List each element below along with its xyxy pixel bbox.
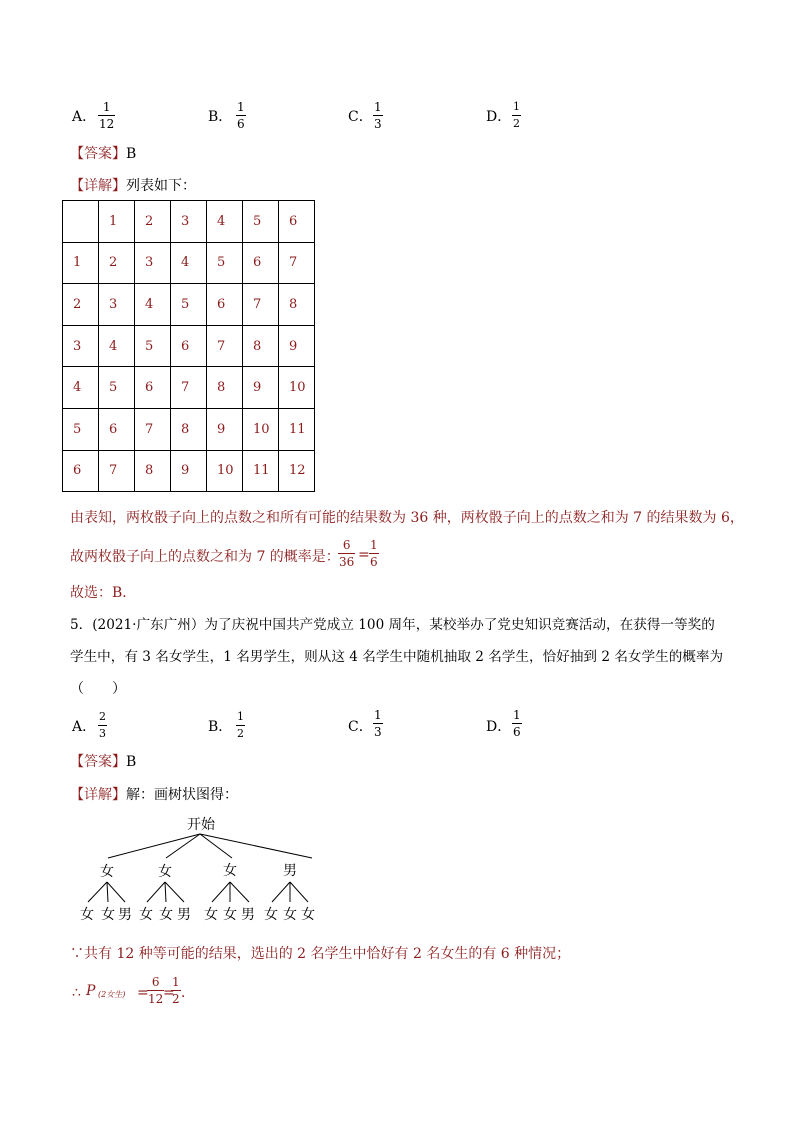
- table-cell: 3: [99, 284, 135, 326]
- table-cell: 6: [135, 367, 171, 409]
- answer-value: B: [126, 754, 137, 770]
- table-cell: 5: [171, 284, 207, 326]
- answer-tag: 【答案】: [70, 146, 126, 162]
- probability-symbol: P: [86, 983, 96, 999]
- q4-explain-fraction-2: 1 6: [370, 538, 378, 569]
- table-cell: 8: [207, 367, 243, 409]
- q4-answer: [70, 145, 136, 163]
- table-row: [63, 201, 315, 243]
- table-cell: 9: [207, 408, 243, 450]
- table-cell: 6: [243, 242, 279, 284]
- tree-l2-node: 女: [264, 907, 278, 923]
- tree-l2-node: 女: [80, 907, 94, 923]
- q5-explain-line1: ∵共有 12 种等可能的结果，选出的 2 名学生中恰好有 2 名女生的有 6 种情况；: [70, 946, 571, 962]
- table-cell: 2: [99, 242, 135, 284]
- table-cell: 6: [207, 284, 243, 326]
- table-cell: 7: [135, 408, 171, 450]
- table-cell: 3: [63, 325, 99, 367]
- tree-level2-branches: [88, 882, 308, 902]
- table-row: [63, 284, 315, 326]
- q4-option-c-fraction: 1 3: [374, 100, 382, 131]
- table-cell: 5: [135, 325, 171, 367]
- q5-option-b-fraction: 1 2: [237, 710, 244, 740]
- table-cell: 6: [63, 450, 99, 492]
- q5-answer: [70, 753, 136, 771]
- probability-subscript: (2女生): [98, 990, 126, 999]
- table-row: [63, 408, 315, 450]
- q4-option-a-letter: A．: [72, 109, 97, 125]
- tree-l1-node: 女: [223, 863, 237, 879]
- tree-l1-node: 女: [100, 864, 114, 880]
- tree-l2-node: 女: [139, 907, 153, 923]
- q5-option-a-fraction: 2 3: [99, 710, 106, 740]
- table-cell: 8: [135, 450, 171, 492]
- tree-l1-node: 女: [158, 864, 172, 880]
- q5-option-c-fraction: 1 3: [374, 708, 382, 739]
- table-cell: 3: [171, 201, 207, 243]
- detail-intro: 列表如下：: [126, 178, 196, 194]
- probability-tree-diagram: [72, 812, 332, 924]
- q4-explain-equals: =: [358, 547, 370, 563]
- table-cell: 6: [279, 201, 315, 243]
- table-cell: 5: [207, 242, 243, 284]
- detail-intro: 解：画树状图得：: [126, 787, 238, 803]
- table-cell: 11: [243, 450, 279, 492]
- table-cell: 7: [171, 367, 207, 409]
- table-cell: 7: [99, 450, 135, 492]
- tree-l2-node: 女: [283, 907, 297, 923]
- q4-detail-heading: [70, 177, 196, 195]
- table-row: [63, 242, 315, 284]
- table-cell: 9: [243, 367, 279, 409]
- table-cell: 1: [99, 201, 135, 243]
- table-cell: 10: [279, 367, 315, 409]
- tree-l2-node: 女: [101, 907, 115, 923]
- q5-stem-line3: （ ）: [70, 681, 126, 697]
- q4-option-b-fraction: 1 6: [237, 100, 245, 131]
- tree-l2-node: 男: [177, 907, 191, 923]
- table-row: [63, 325, 315, 367]
- tree-l2-node: 女: [159, 907, 173, 923]
- table-cell: 4: [99, 325, 135, 367]
- q5-stem-line1: 5．(2021·广东广州）为了庆祝中国共产党成立 100 周年，某校举办了党史知识竞赛活动，在获得一等奖的: [70, 617, 715, 633]
- final-fraction-2: 1 2: [172, 975, 180, 1006]
- q5-option-b-letter: B．: [208, 719, 233, 735]
- table-cell: 8: [171, 408, 207, 450]
- tree-l2-node: 女: [223, 907, 237, 923]
- table-cell: 11: [279, 408, 315, 450]
- q5-stem-line2: 学生中，有 3 名女学生，1 名男学生，则从这 4 名学生中随机抽取 2 名学生，恰好抽到 2 名女学生的概率为: [70, 649, 724, 665]
- table-cell: [63, 201, 99, 243]
- q5-option-a-letter: A．: [72, 719, 97, 735]
- tree-l1-node: 男: [283, 863, 297, 879]
- q5-option-d-letter: D．: [486, 719, 512, 735]
- table-cell: 2: [135, 201, 171, 243]
- table-row: [63, 367, 315, 409]
- table-cell: 9: [171, 450, 207, 492]
- tree-root-label: 开始: [187, 817, 215, 833]
- final-fraction-1: 6 12: [148, 975, 164, 1006]
- final-equals-2: =: [163, 985, 175, 1001]
- tree-l2-node: 女: [204, 907, 218, 923]
- table-cell: 7: [243, 284, 279, 326]
- table-cell: 9: [279, 325, 315, 367]
- table-row: [63, 450, 315, 492]
- q4-option-d-letter: D．: [486, 109, 512, 125]
- table-cell: 4: [171, 242, 207, 284]
- tree-l2-node: 男: [118, 907, 132, 923]
- table-cell: 4: [63, 367, 99, 409]
- tree-l2-node: 男: [241, 907, 255, 923]
- table-cell: 7: [207, 325, 243, 367]
- table-cell: 3: [135, 242, 171, 284]
- q4-explain-fraction-1: 6 36: [339, 538, 355, 569]
- q5-option-c-letter: C．: [348, 719, 373, 735]
- table-cell: 4: [135, 284, 171, 326]
- q4-explain-line1: 由表知，两枚骰子向上的点数之和所有可能的结果数为 36 种，两枚骰子向上的点数之和为 7 的结果数为 6，: [70, 510, 744, 526]
- table-cell: 5: [63, 408, 99, 450]
- q5-option-d-fraction: 1 6: [513, 708, 521, 739]
- table-cell: 2: [63, 284, 99, 326]
- q5-detail-heading: [70, 786, 238, 804]
- q4-option-c-letter: C．: [348, 109, 373, 125]
- answer-tag: 【答案】: [70, 754, 126, 770]
- table-cell: 8: [243, 325, 279, 367]
- q4-option-b-letter: B．: [208, 109, 233, 125]
- q4-option-d-fraction: 1 2: [513, 100, 520, 130]
- table-cell: 1: [63, 242, 99, 284]
- answer-value: B: [126, 146, 137, 162]
- therefore-symbol: ∴: [72, 985, 81, 1001]
- q4-conclusion: 故选：B．: [70, 585, 137, 601]
- tree-level1-branches: [108, 834, 312, 858]
- table-cell: 10: [207, 450, 243, 492]
- table-cell: 6: [99, 408, 135, 450]
- q4-explain-line2: 故两枚骰子向上的点数之和为 7 的概率是：: [70, 549, 340, 565]
- tree-l2-node: 女: [301, 907, 315, 923]
- table-cell: 5: [243, 201, 279, 243]
- table-cell: 5: [99, 367, 135, 409]
- table-cell: 10: [243, 408, 279, 450]
- table-cell: 7: [279, 242, 315, 284]
- dice-sum-table: [62, 200, 315, 492]
- final-equals-1: =: [137, 985, 149, 1001]
- table-cell: 4: [207, 201, 243, 243]
- detail-tag: 【详解】: [70, 178, 126, 194]
- q4-option-a-fraction: 1 12: [99, 100, 115, 131]
- detail-tag: 【详解】: [70, 787, 126, 803]
- table-cell: 8: [279, 284, 315, 326]
- final-period: ．: [181, 985, 195, 1001]
- table-cell: 6: [171, 325, 207, 367]
- table-cell: 12: [279, 450, 315, 492]
